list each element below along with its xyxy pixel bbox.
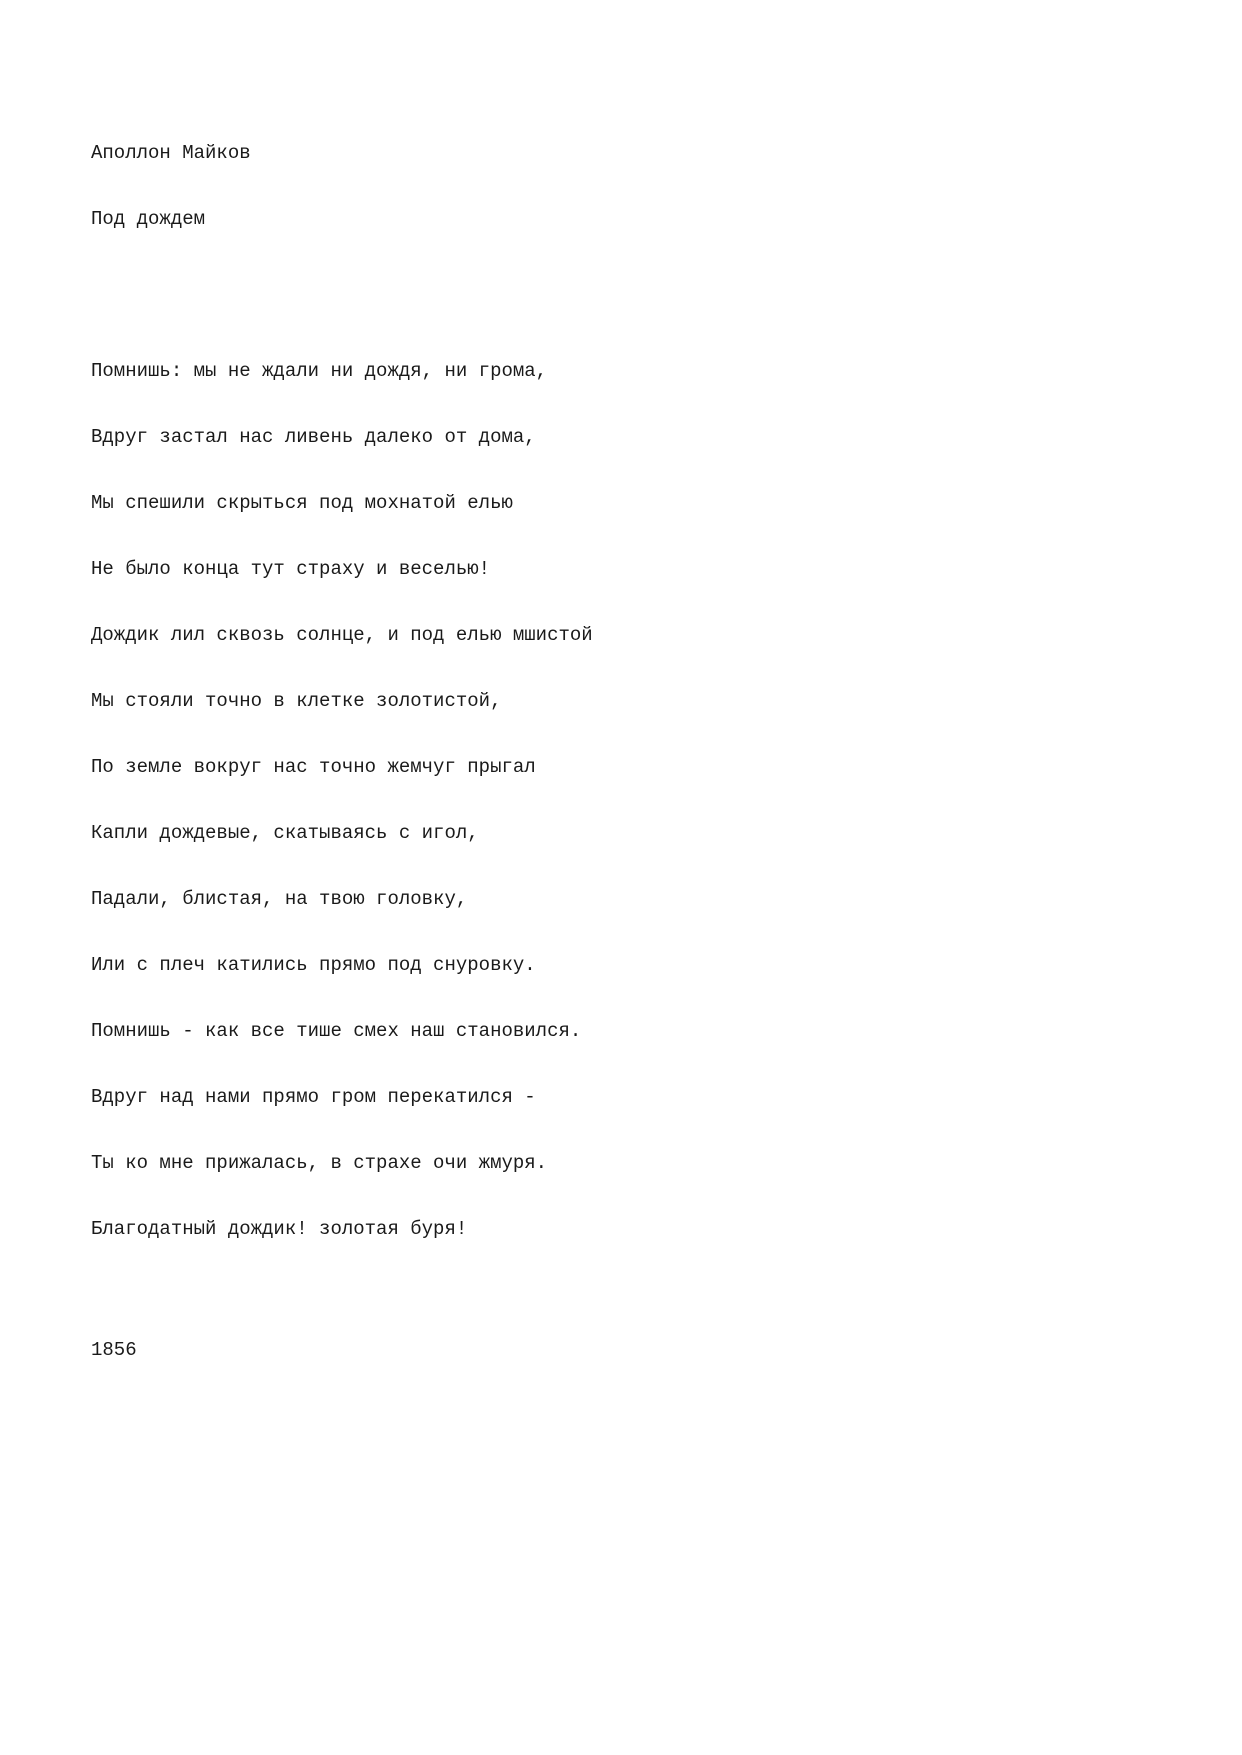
poem-line: Дождик лил сквозь солнце, и под елью мшистой — [91, 624, 593, 646]
spacer — [91, 1284, 593, 1295]
poem-line: Вдруг над нами прямо гром перекатился - — [91, 1086, 536, 1108]
poem-line: Капли дождевые, скатываясь с игол, — [91, 822, 479, 844]
author-name: Аполлон Майков — [91, 142, 251, 164]
poem-line: Ты ко мне прижалась, в страхе очи жмуря. — [91, 1152, 548, 1174]
poem-line: Или с плеч катились прямо под снуровку. — [91, 954, 536, 976]
poem-line: Помнишь: мы не ждали ни дождя, ни грома, — [91, 360, 548, 382]
poem-line: Благодатный дождик! золотая буря! — [91, 1218, 468, 1240]
poem-title: Под дождем — [91, 208, 206, 230]
poem-line: Мы спешили скрыться под мохнатой елью — [91, 492, 513, 514]
spacer — [91, 274, 593, 316]
poem-line: Помнишь - как все тише смех наш становился. — [91, 1020, 582, 1042]
poem-line: Падали, блистая, на твою головку, — [91, 888, 468, 910]
poem-line: Не было конца тут страху и веселью! — [91, 558, 491, 580]
poem-year: 1856 — [91, 1339, 137, 1361]
poem-line: Вдруг застал нас ливень далеко от дома, — [91, 426, 536, 448]
poem-line: Мы стояли точно в клетке золотистой, — [91, 690, 502, 712]
poem-line: По земле вокруг нас точно жемчуг прыгал — [91, 756, 536, 778]
poem-text-block — [91, 98, 593, 1405]
